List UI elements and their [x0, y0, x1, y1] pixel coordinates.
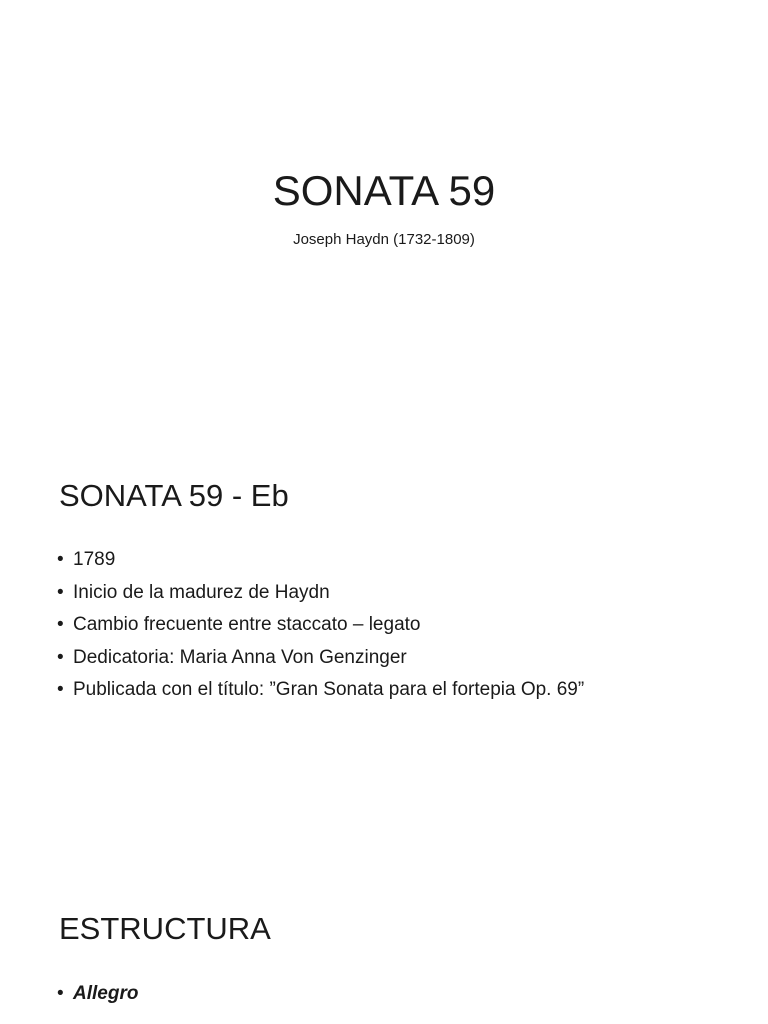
slide-heading: SONATA 59 - Eb	[59, 478, 289, 513]
list-item-text: Publicada con el título: ”Gran Sonata para el fortepia Op. 69”	[73, 679, 585, 700]
slide-subtitle: Joseph Haydn (1732-1809)	[293, 231, 475, 248]
bullet-glyph: •	[57, 646, 64, 668]
list-item-text: Allegro	[73, 983, 139, 1004]
bullet-glyph: •	[57, 679, 64, 700]
bullet-glyph: •	[57, 983, 64, 1004]
bullet-list	[57, 978, 138, 1011]
list-item	[57, 978, 138, 1011]
list-item-text: Dedicatoria: Maria Anna Von Genzinger	[73, 646, 407, 668]
list-item-text: Cambio frecuente entre staccato – legato	[73, 614, 421, 635]
list-item-text: 1789	[73, 549, 116, 570]
list-item-text: Inicio de la madurez de Haydn	[73, 581, 330, 603]
bullet-glyph: •	[57, 549, 64, 570]
bullet-glyph: •	[57, 614, 64, 635]
slide-title: SONATA 59	[272, 167, 496, 214]
bullet-glyph: •	[57, 581, 64, 603]
slide-heading: ESTRUCTURA	[59, 911, 271, 946]
